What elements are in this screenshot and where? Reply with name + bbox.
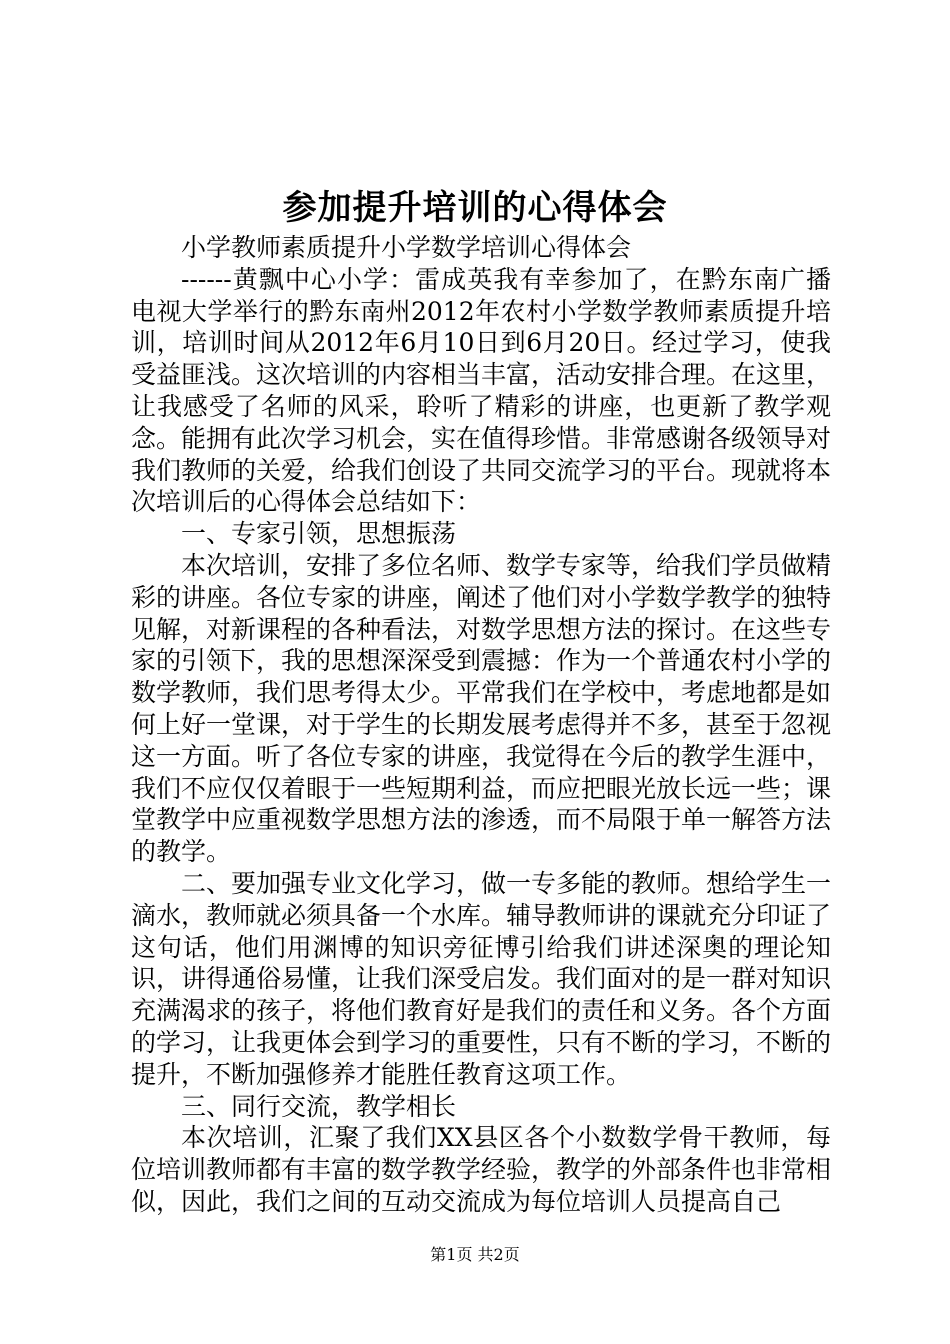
section-heading-1: 一、专家引领，思想振荡 [181, 519, 457, 549]
section-heading-3: 三、同行交流，教学相长 [181, 1091, 457, 1121]
document-body [131, 232, 831, 1218]
page-footer: 第1页 共2页 [430, 1245, 520, 1264]
paragraph-section-3: 本次培训，汇聚了我们XX县区各个小数数学骨干教师，每位培训教师都有丰富的数学教学经验，教学的外部条件也非常相似，因此，我们之间的互动交流成为每位培训人员提高自己 [131, 1123, 832, 1216]
paragraph-section-2: 二、要加强专业文化学习，做一专多能的教师。想给学生一滴水，教师就必须具备一个水库。辅导教师讲的课就充分印证了这句话，他们用渊博的知识旁征博引给我们讲述深奥的理论知识，讲得通俗易懂，让我们深受启发。我们面对的是一群对知识充满渴求的孩子，将他们教育好是我们的责任和义务。各个方面的学习，让我更体会到学习的重要性，只有不断的学习，不断的提升，不断加强修养才能胜任教育这项工作。 [131, 868, 832, 1089]
document-title: 参加提升培训的心得体会 [282, 188, 668, 228]
paragraph-section-1: 本次培训，安排了多位名师、数学专家等，给我们学员做精彩的讲座。各位专家的讲座，阐述了他们对小学数学教学的独特见解，对新课程的各种看法，对数学思想方法的探讨。在这些专家的引领下，我的思想深深受到震撼：作为一个普通农村小学的数学教师，我们思考得太少。平常我们在学校中，考虑地都是如何上好一堂课，对于学生的长期发展考虑得并不多，甚至于忽视这一方面。听了各位专家的讲座，我觉得在今后的教学生涯中，我们不应仅仅着眼于一些短期利益，而应把眼光放长远一些；课堂教学中应重视数学思想方法的渗透，而不局限于单一解答方法的教学。 [131, 550, 832, 867]
paragraph-subtitle: 小学教师素质提升小学数学培训心得体会 [181, 233, 632, 262]
paragraph-intro: ------黄飘中心小学：雷成英我有幸参加了，在黔东南广播电视大学举行的黔东南州2012年农村小学数学教师素质提升培训，培训时间从2012年6月10日到6月20日。经过学习，使我受益匪浅。这次培训的内容相当丰富，活动安排合理。在这里，让我感受了名师的风采，聆听了精彩的讲座，也更新了教学观念。能拥有此次学习机会，实在值得珍惜。非常感谢各级领导对我们教师的关爱，给我们创设了共同交流学习的平台。现就将本次培训后的心得体会总结如下： [131, 264, 832, 517]
